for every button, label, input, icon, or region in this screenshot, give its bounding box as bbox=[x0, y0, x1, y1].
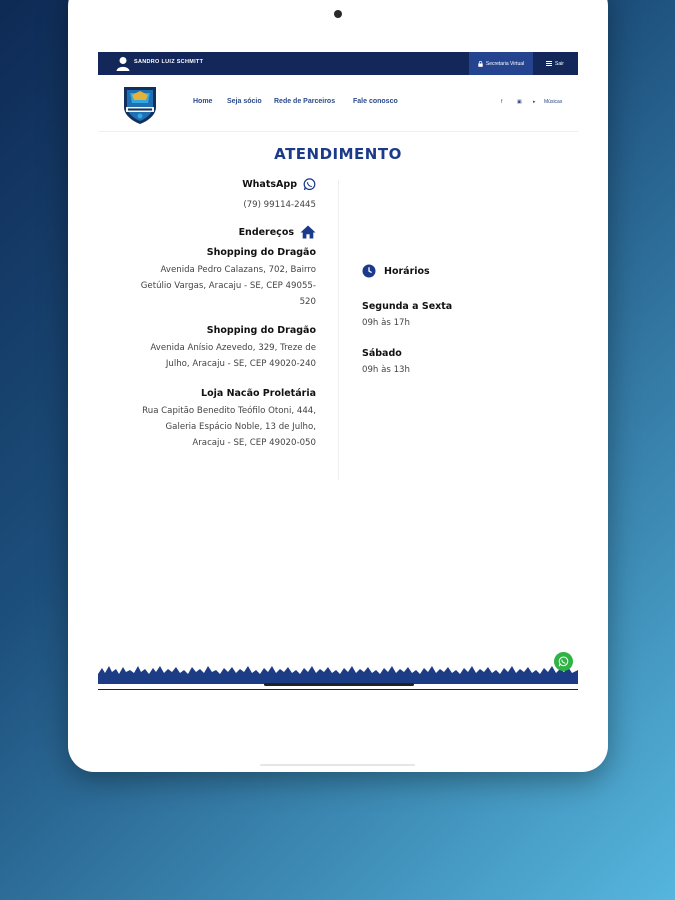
sair-label: Sair bbox=[555, 60, 564, 67]
address-1-line-1: Avenida Pedro Calazans, 702, Bairro bbox=[160, 265, 316, 275]
top-bar bbox=[98, 52, 578, 75]
nav-fale-conosco[interactable]: Fale conosco bbox=[353, 98, 398, 105]
page-title: ATENDIMENTO bbox=[274, 145, 402, 163]
address-3-text bbox=[106, 403, 316, 451]
hours-heading-label: Horários bbox=[384, 265, 430, 277]
user-icon bbox=[116, 56, 130, 71]
address-1-name: Shopping do Dragão bbox=[206, 247, 316, 258]
user-name[interactable]: SANDRO LUIZ SCHMITT bbox=[134, 59, 204, 65]
clock-icon bbox=[362, 264, 376, 278]
whatsapp-float-button[interactable] bbox=[554, 652, 573, 671]
facebook-icon[interactable]: f bbox=[501, 99, 503, 105]
whatsapp-icon bbox=[303, 178, 316, 191]
whatsapp-icon bbox=[558, 656, 569, 667]
menu-icon bbox=[546, 61, 552, 66]
secretaria-virtual-button[interactable] bbox=[469, 52, 533, 75]
club-logo[interactable] bbox=[118, 81, 162, 125]
nav-rede-parceiros[interactable]: Rede de Parceiros bbox=[274, 98, 336, 105]
address-2-line-1: Avenida Anísio Azevedo, 329, Treze de bbox=[150, 343, 316, 353]
instagram-icon[interactable]: ▣ bbox=[517, 99, 522, 105]
address-1-text bbox=[106, 262, 316, 310]
address-3-line-2: Galeria Espácio Noble, 13 de Julho, bbox=[165, 422, 316, 432]
nav-home[interactable]: Home bbox=[193, 98, 213, 105]
home-icon bbox=[300, 225, 316, 239]
hours-day-saturday: Sábado bbox=[362, 348, 402, 359]
address-2-line-2: Julho, Aracaju - SE, CEP 49020-240 bbox=[165, 359, 316, 369]
address-1-line-2: Getúlio Vargas, Aracaju - SE, CEP 49055- bbox=[140, 281, 316, 291]
hours-time-weekdays: 09h às 17h bbox=[362, 318, 410, 328]
addresses-heading bbox=[239, 225, 316, 239]
address-2-name: Shopping do Dragão bbox=[206, 325, 316, 336]
footer-line bbox=[98, 689, 578, 690]
whatsapp-heading-label: WhatsApp bbox=[242, 179, 297, 190]
navbar bbox=[98, 75, 578, 132]
youtube-icon[interactable]: ▸ bbox=[533, 99, 536, 105]
hours-heading bbox=[362, 264, 430, 278]
secretaria-virtual-label: Secretaria Virtual bbox=[485, 60, 525, 67]
music-link[interactable]: Músicas bbox=[544, 99, 563, 105]
addresses-heading-label: Endereços bbox=[238, 226, 294, 238]
address-3-line-1: Rua Capitão Benedito Teófilo Otoni, 444, bbox=[142, 406, 316, 416]
bezel-home-bar bbox=[260, 764, 415, 766]
footer-grass-decoration bbox=[98, 660, 578, 684]
whatsapp-number[interactable]: (79) 99114-2445 bbox=[243, 200, 316, 210]
gesture-home-indicator[interactable] bbox=[264, 683, 414, 686]
hours-time-saturday: 09h às 13h bbox=[362, 365, 410, 375]
address-2-text bbox=[106, 340, 316, 372]
address-1-line-3: 520 bbox=[299, 297, 316, 307]
address-3-line-3: Aracaju - SE, CEP 49020-050 bbox=[192, 438, 316, 448]
app-screen bbox=[98, 52, 578, 692]
address-3-name: Loja Nacão Proletária bbox=[201, 388, 316, 399]
nav-seja-socio[interactable]: Seja sócio bbox=[227, 98, 262, 105]
sair-button[interactable] bbox=[535, 52, 575, 75]
lock-icon bbox=[478, 61, 483, 67]
column-divider bbox=[338, 180, 339, 480]
hours-day-weekdays: Segunda a Sexta bbox=[362, 301, 453, 312]
whatsapp-heading bbox=[242, 178, 316, 191]
camera-dot bbox=[334, 10, 342, 18]
